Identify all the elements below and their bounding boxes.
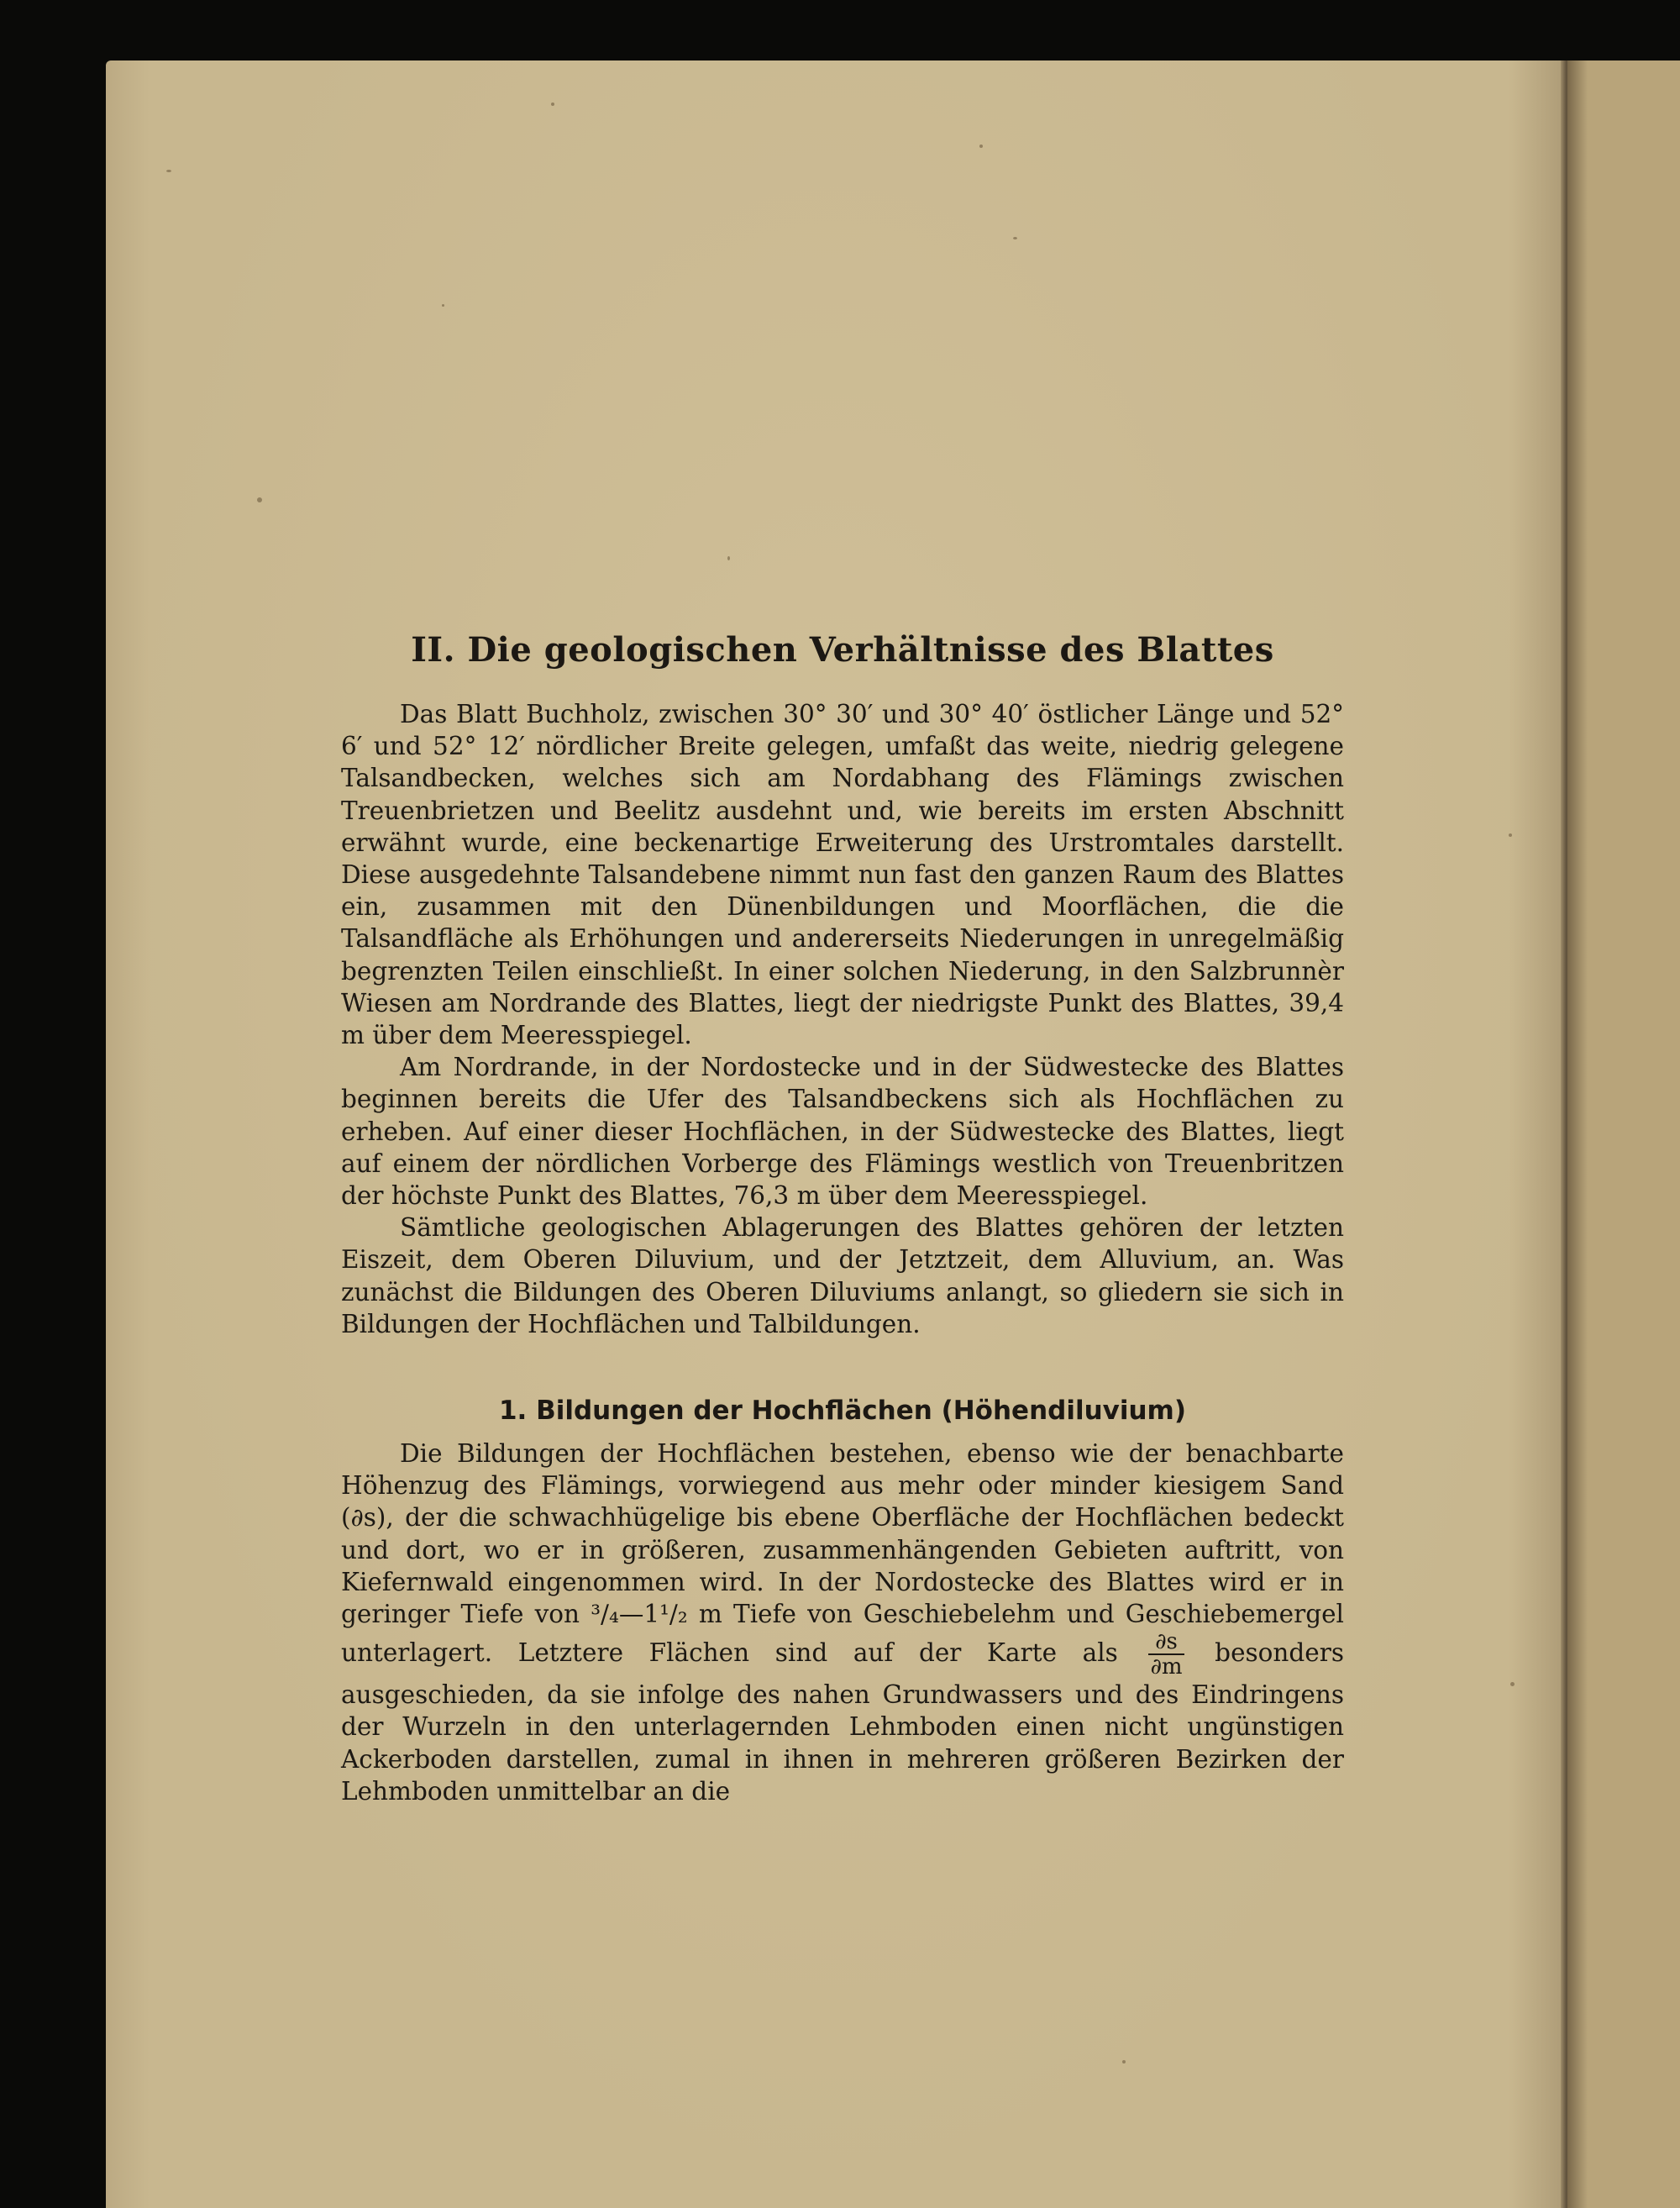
- paper-speck: [551, 103, 554, 106]
- text-run: Das Blatt Buchholz, zwischen: [400, 700, 784, 728]
- text-run: östlicher Länge und: [1028, 700, 1300, 728]
- paper-speck: [727, 556, 730, 560]
- text-run: besonders ausgeschieden, da sie infolge des nahen Grundwassers und des Eindringens der Wurzeln in den unterlagernden Lehmboden einen nicht ungünstigen Ackerboden darstellen, zumal in ihnen in mehreren größeren Bezirken der Lehmboden unmittelbar an die: [341, 1638, 1345, 1806]
- fraction-numerator: ∂s: [1148, 1630, 1184, 1655]
- chapter-title: II. Die geologischen Verhältnisse des Blattes: [411, 630, 1274, 670]
- map-symbol-fraction: [1148, 1630, 1184, 1679]
- paper-speck: [1122, 2060, 1126, 2063]
- paper-speck: [979, 145, 983, 148]
- text-run: nördlicher Breite gelegen, umfaßt das weite, niedrig gelegene Talsandbecken, welches sich am Nordabhang des Flämings zwischen Treuenbrietzen und Beelitz ausdehnt und, wie bereits im ersten Abschnitt erwähnt wurde, eine beckenartige Erweiterung des Urstromtales darstellt. Diese ausgedehnte Talsandebene nimmt nun fast den ganzen Raum des Blattes ein, zusammen mit den Dünenbildungen und Moorflächen, die die Talsandfläche als Erhöhungen und andererseits Niederungen in unregelmäßig begrenzten Teilen einschließt. In einer solchen Niederung, in den Salzbrunnèr Wiesen am Nordrande des Blattes, liegt der niedrigste Punkt des Blattes,: [341, 732, 1345, 1017]
- paper-speck: [442, 304, 444, 307]
- section1-paragraph-1: [341, 1438, 1344, 1807]
- text-run: über dem Meeresspiegel.: [820, 1181, 1148, 1211]
- text-run: über dem Meeresspiegel.: [364, 1021, 692, 1050]
- lowest-point-value: 39,4 m: [341, 988, 1344, 1050]
- map-symbol: ∂s: [350, 1503, 376, 1532]
- intro-paragraph-2: [341, 1051, 1344, 1212]
- text-run: und: [362, 732, 433, 761]
- facing-page-edge: [1567, 60, 1680, 2208]
- latitude-start: 52° 6′: [341, 700, 1345, 761]
- latitude-end: 52° 12′: [433, 732, 525, 761]
- intro-paragraph-3: Sämtliche geologischen Ablagerungen des Blattes gehören der letzten Eiszeit, dem Oberen Diluvium, und der Jetztzeit, dem Alluvium, an. Was zunächst die Bildungen des Oberen Diluviums anlangt, so gliedern sie sich in Bildungen der Hochflächen und Talbildungen.: [341, 1213, 1344, 1338]
- section-title: 1. Bildungen der Hochflächen (Höhendiluvium): [498, 1396, 1187, 1427]
- paper-speck: [1013, 237, 1017, 239]
- intro-paragraph-1: [341, 698, 1344, 1051]
- longitude-end: 30° 40′: [938, 700, 1029, 728]
- fraction-denominator: ∂m: [1150, 1654, 1183, 1680]
- paper-speck: [1510, 1682, 1515, 1686]
- longitude-start: 30° 30′: [783, 700, 874, 728]
- text-run: Am Nordrande, in der Nordostecke und in der Südwestecke des Blattes beginnen bereits die Ufer des Talsandbeckens sich als Hochflächen zu erheben. Auf einer dieser Hochflächen, in der Südwestecke des Blattes, liegt auf einem der nördlichen Vorberge des Flämings westlich von Treuenbritzen der höchste Punkt des Blattes,: [341, 1053, 1344, 1211]
- text-run: Die Bildungen der Hochflächen bestehen, ebenso wie der benachbarte Höhenzug des Flämings, vorwiegend aus mehr oder minder kiesigem Sand (: [341, 1439, 1344, 1532]
- text-run: ), der die schwachhügelige bis ebene Oberfläche der Hochflächen bedeckt und dort, wo er in größeren, zusammenhängenden Gebieten auftritt, von Kiefernwald eingenommen wird. In der Nordostecke des Blattes wird er in geringer Tiefe von: [341, 1503, 1344, 1629]
- highest-point-value: 76,3 m: [733, 1181, 821, 1211]
- paper-speck: [257, 497, 262, 502]
- text-run: Tiefe von Geschiebelehm und Geschiebemergel unterlagert. Letztere Flächen sind auf der Karte als: [341, 1600, 1344, 1668]
- page-text: [341, 630, 1345, 1807]
- paper-speck: [1509, 833, 1512, 837]
- text-run: und: [873, 700, 939, 728]
- depth-value: ³/₄—1¹/₂ m: [591, 1600, 722, 1629]
- paper-speck: [166, 170, 171, 172]
